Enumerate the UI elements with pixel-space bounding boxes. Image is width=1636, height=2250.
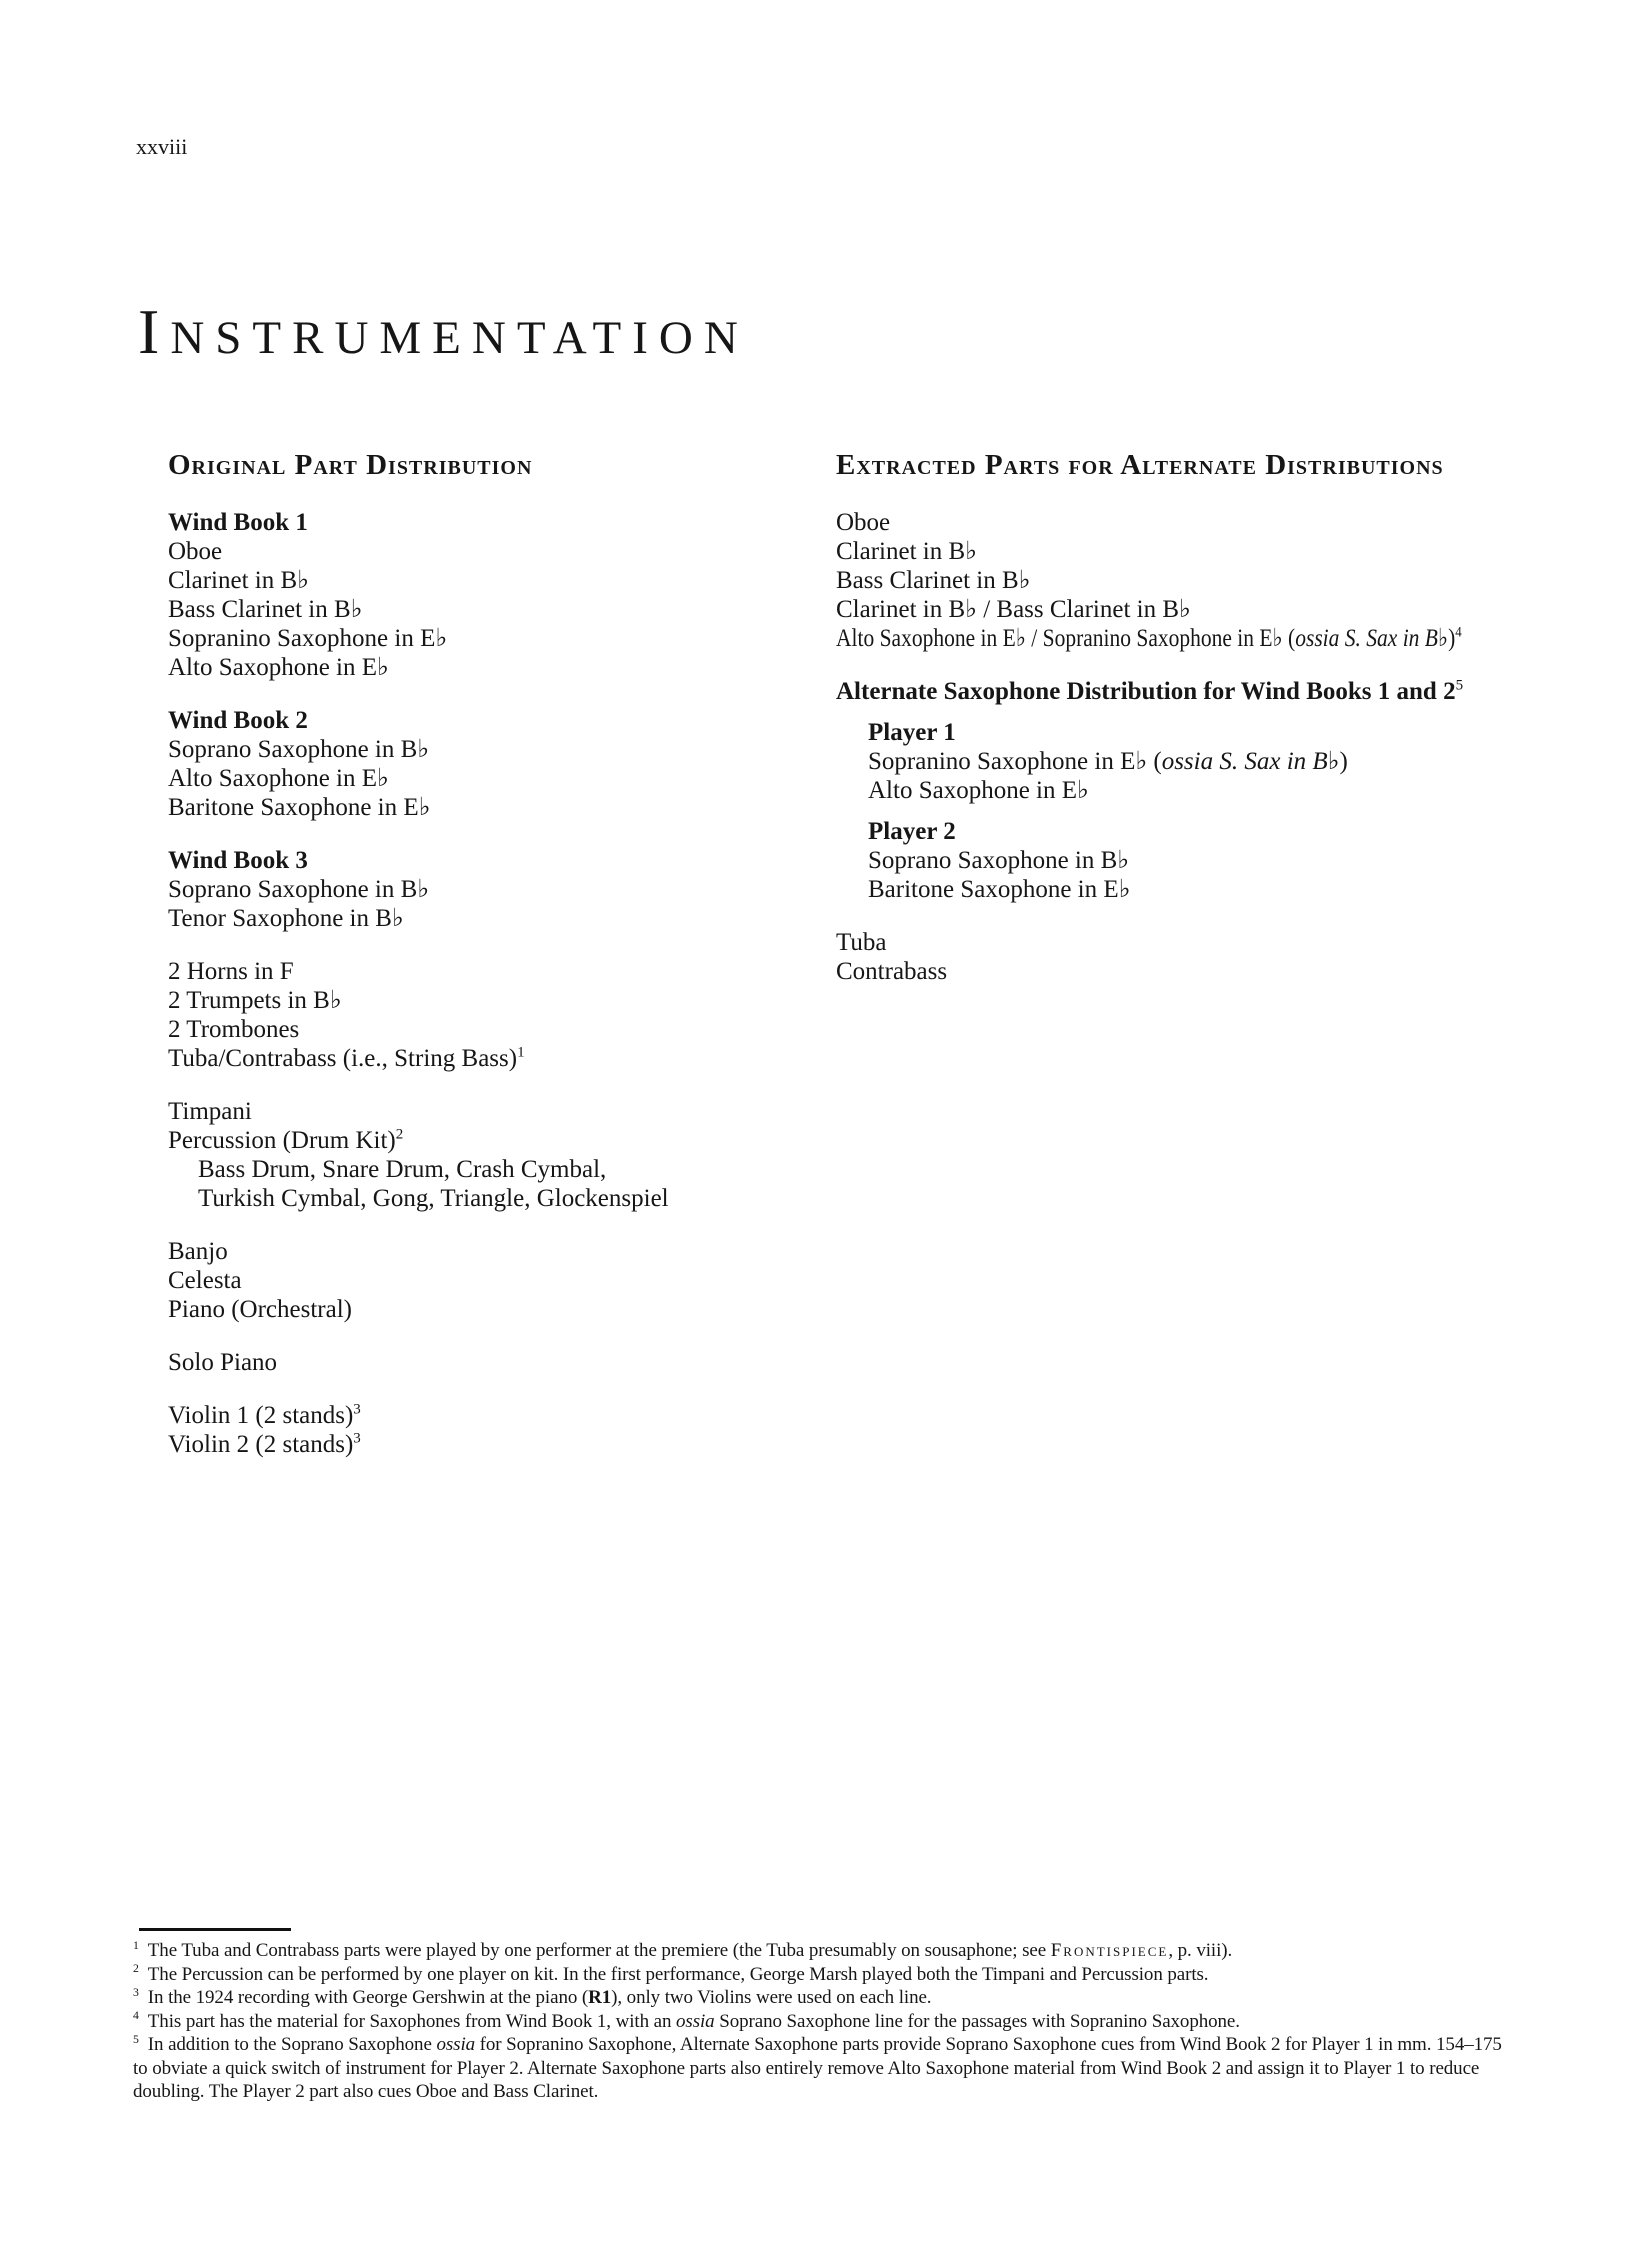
column-heading-extracted: Extracted Parts for Alternate Distributions [836, 449, 1444, 481]
instrument-item: Tenor Saxophone in B♭ [168, 905, 404, 932]
footnote-text: In the 1924 recording with George Gershwin at the piano (R1), only two Violins were used on each line. [147, 1987, 932, 2008]
instrument-item: Soprano Saxophone in B♭ [168, 876, 430, 903]
footnotes [133, 1928, 1515, 2104]
instrument-item: Alto Saxophone in E♭ [168, 654, 389, 681]
strings-group [168, 1401, 798, 1459]
page-number: xxviii [136, 134, 188, 159]
instrument-item: Sopranino Saxophone in E♭ [168, 625, 448, 652]
player-1-title: Player 1 [868, 719, 956, 746]
page-title [138, 296, 749, 367]
footnote-text: The Tuba and Contrabass parts were played by one performer at the premiere (the Tuba presumably on sousaphone; see Frontispiece, p. viii). [147, 1940, 1233, 1961]
page-title-initial: I [138, 296, 171, 367]
instrument-item: Baritone Saxophone in E♭ [168, 794, 431, 821]
instrument-item: Soprano Saxophone in B♭ [868, 847, 1130, 874]
footnote-text: In addition to the Soprano Saxophone ossia for Sopranino Saxophone, Alternate Saxophone parts provide Soprano Saxophone cues from Wind Book 2 for Player 1 in mm. 154–175 to obviate a quick switch of instrument for Player 2. Alternate Saxophone parts also entirely remove Alto Saxophone material from Wind Book 2 and assign it to Player 1 to reduce doubling. The Player 2 part also cues Oboe and Bass Clarinet. [133, 2034, 1502, 2102]
instrument-item: Clarinet in B♭ [836, 538, 977, 565]
instrument-item-alto-sopranino: Alto Saxophone in E♭ / Sopranino Saxophone in E♭ (ossia S. Sax in B♭)$^4$ [836, 624, 1462, 652]
kit-detail-line: Bass Drum, Snare Drum, Crash Cymbal, [198, 1156, 607, 1183]
instrument-item: Solo Piano [168, 1349, 278, 1376]
footnote-2 [133, 1963, 1515, 1987]
instrument-item: Oboe [168, 538, 223, 565]
footnote-1 [133, 1939, 1515, 1963]
brass-group [168, 957, 798, 1073]
page-title-rest: NSTRUMENTATION [170, 312, 749, 364]
instrument-item: Clarinet in B♭ [168, 567, 309, 594]
instrument-item-violin-2: Violin 2 (2 stands)$^3$ [168, 1430, 361, 1458]
original-parts-column [168, 448, 798, 1483]
footnote-3 [133, 1986, 1515, 2010]
instrument-item: 2 Horns in F [168, 958, 294, 985]
footnote-5 [133, 2033, 1515, 2104]
instrument-item: Alto Saxophone in E♭ [168, 765, 389, 792]
wind-book-2-group [168, 706, 798, 822]
instrument-item: 2 Trumpets in B♭ [168, 987, 342, 1014]
kit-detail-line: Turkish Cymbal, Gong, Triangle, Glockenspiel [198, 1185, 669, 1212]
instrument-item: Clarinet in B♭ / Bass Clarinet in B♭ [836, 596, 1191, 623]
footnote-marker: 1 [133, 1938, 139, 1952]
group-title: Wind Book 3 [168, 847, 308, 874]
instrument-item-percussion: Percussion (Drum Kit)$^2$ [168, 1126, 404, 1154]
instrument-item: Piano (Orchestral) [168, 1296, 352, 1323]
footnote-marker: 3 [133, 1985, 139, 1999]
extracted-parts-column [836, 448, 1576, 1010]
percussion-group [168, 1097, 798, 1213]
instrument-item: Alto Saxophone in E♭ [868, 777, 1089, 804]
keyboards-group [168, 1237, 798, 1324]
column-heading-original: Original Part Distribution [168, 449, 533, 481]
group-title: Wind Book 2 [168, 707, 308, 734]
instrument-item: Baritone Saxophone in E♭ [868, 876, 1131, 903]
instrument-item: Timpani [168, 1098, 252, 1125]
instrument-item: Bass Clarinet in B♭ [168, 596, 363, 623]
solo-piano-group [168, 1348, 798, 1377]
instrument-item-violin-1: Violin 1 (2 stands)$^3$ [168, 1401, 361, 1429]
instrument-item: 2 Trombones [168, 1016, 300, 1043]
footnote-marker: 2 [133, 1962, 139, 1976]
instrument-item-tuba-contrabass: Tuba/Contrabass (i.e., String Bass)$^1$ [168, 1044, 525, 1072]
instrument-item: Banjo [168, 1238, 228, 1265]
alternate-sax-heading: Alternate Saxophone Distribution for Wind Books 1 and $2^5$ [836, 677, 1464, 705]
group-title: Wind Book 1 [168, 509, 308, 536]
footnote-separator-rule [139, 1928, 291, 1931]
instrument-item: Bass Clarinet in B♭ [836, 567, 1031, 594]
footnote-marker: 5 [133, 2032, 139, 2046]
footnote-marker: 4 [133, 2009, 139, 2023]
footnote-text: This part has the material for Saxophones from Wind Book 1, with an ossia Soprano Saxophone line for the passages with Sopranino Saxophone. [147, 2010, 1240, 2032]
instrument-item: Tuba [836, 929, 887, 956]
tuba-contrabass-group [836, 928, 1576, 986]
instrument-item-sopranino-ossia: Sopranino Saxophone in E♭ (ossia S. Sax in B♭) [868, 748, 1348, 775]
player-1-group [836, 718, 1576, 805]
instrument-item: Oboe [836, 509, 891, 536]
instrument-item: Soprano Saxophone in B♭ [168, 736, 430, 763]
footnote-4 [133, 2010, 1515, 2034]
wind-book-1-group [168, 508, 798, 682]
footnote-text: The Percussion can be performed by one player on kit. In the first performance, George Marsh played both the Timpani and Percussion parts. [147, 1963, 1209, 1985]
instrument-item: Celesta [168, 1267, 242, 1294]
instrument-item: Contrabass [836, 958, 948, 985]
extracted-parts-list [836, 508, 1576, 653]
alternate-sax-distribution-group [836, 677, 1576, 904]
player-2-title: Player 2 [868, 818, 956, 845]
player-2-group [836, 817, 1576, 904]
wind-book-3-group [168, 846, 798, 933]
